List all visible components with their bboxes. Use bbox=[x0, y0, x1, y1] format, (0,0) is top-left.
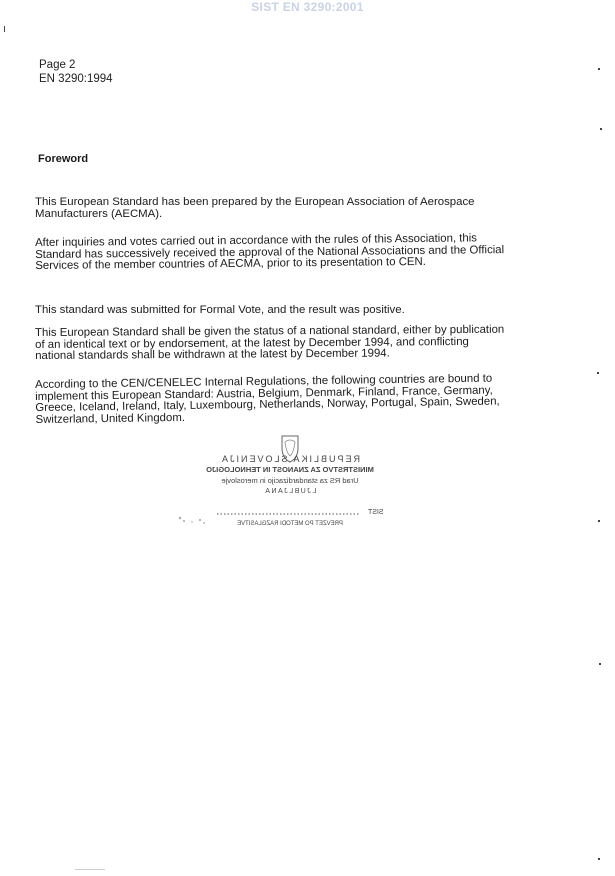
paragraph-4: This European Standard shall be given the status of a national standard, either by publication of an identical text or by endorsement, at the latest by December 1994, and conflicting national standards shall be withdrawn at the latest by December 1994. bbox=[34, 323, 505, 363]
paragraph-5: According to the CEN/CENELEC Internal Regulations, the following countries are bound to implement this European Standard: Austria, Belgium, Denmark, Finland, France, Germany, Greece, Iceland, Ireland, Italy, Luxembourg, Netherlands, Norway, Portugal, Spain, Sweden, Switzerland, United Kingdom. bbox=[34, 372, 500, 426]
scan-mark bbox=[4, 26, 5, 32]
stamp-smudge bbox=[179, 517, 205, 524]
scan-mark bbox=[600, 128, 602, 130]
scan-mark bbox=[598, 520, 600, 522]
page-header bbox=[39, 59, 113, 86]
watermark: SIST EN 3290:2001 bbox=[251, 0, 364, 14]
paragraph-2: After inquiries and votes carried out in accordance with the rules of this Association, this Standard has successively received the approval of the National Associations and the Official Services of the member countries of AECMA, prior to its presentation to CEN. bbox=[34, 232, 505, 273]
standard-number: EN 3290:1994 bbox=[39, 72, 113, 85]
section-title: Foreword bbox=[38, 153, 89, 165]
page-number: Page 2 bbox=[39, 59, 76, 71]
scan-mark bbox=[75, 869, 105, 870]
paragraph-3: This standard was submitted for Formal Vote, and the result was positive. bbox=[35, 304, 405, 316]
scan-mark bbox=[597, 372, 599, 374]
official-stamp bbox=[170, 430, 410, 540]
paragraph-1: This European Standard has been prepared by the European Association of Aerospace Manufacturers (AECMA). bbox=[35, 196, 475, 220]
stamp-line-1: REPUBLIKA SLOVENIJA bbox=[219, 454, 361, 464]
stamp-line-2: MINISTRSTVO ZA ZNANOST IN TEHNOLOGIJO bbox=[206, 465, 374, 474]
scan-mark bbox=[599, 663, 601, 665]
stamp-line-4: LJUBLJANA bbox=[263, 488, 317, 495]
scan-mark bbox=[598, 858, 600, 860]
scan-mark bbox=[598, 68, 600, 70]
stamp-line-6: PREVZET PO METODI RAZGLASITVE bbox=[237, 521, 343, 527]
stamp-line-3: Urad RS za standardizacijo in meroslovje bbox=[221, 476, 359, 485]
stamp-line-5: SIST bbox=[368, 509, 384, 516]
